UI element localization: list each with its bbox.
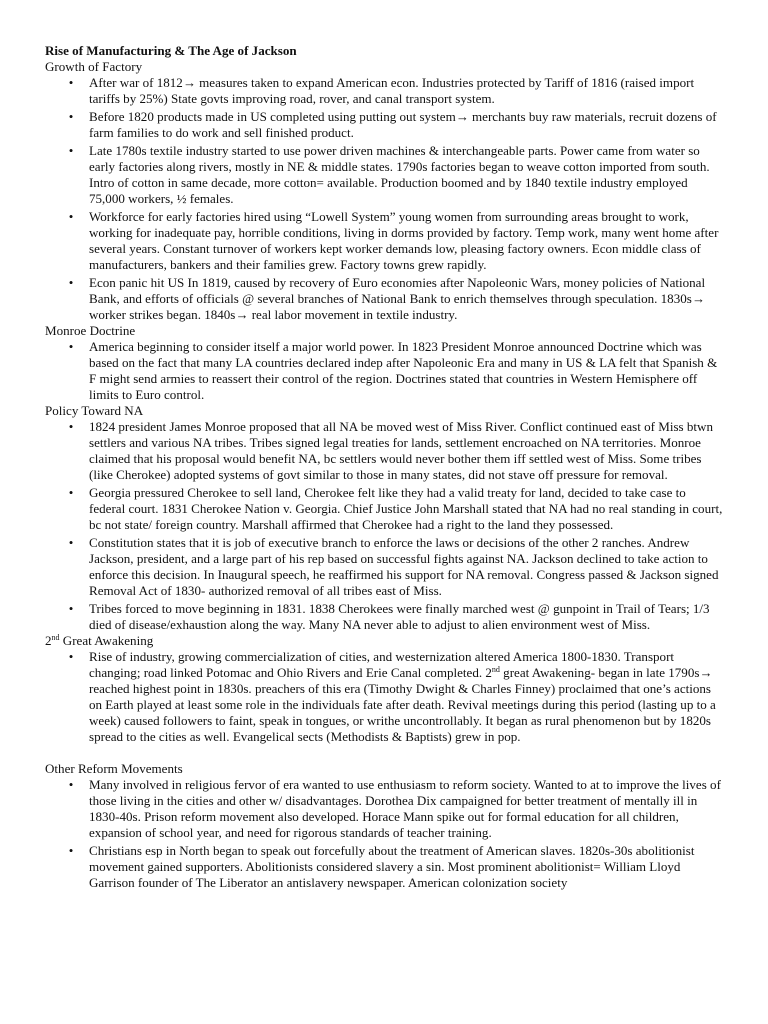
bullet-list — [45, 75, 725, 323]
list-item — [68, 419, 725, 483]
list-item — [68, 535, 725, 599]
bullet-list — [45, 339, 725, 403]
document-page — [45, 43, 725, 891]
list-item — [68, 649, 725, 745]
section-heading-superscript: nd — [51, 633, 60, 642]
list-item-text: Before 1820 products made in US completed using putting out system→ merchants buy raw materials, recruit dozens of farm families to do work and sell finished product. — [89, 109, 717, 140]
bullet-icon: • — [68, 109, 74, 124]
bullet-list — [45, 649, 725, 745]
list-item — [68, 275, 725, 323]
list-item — [68, 601, 725, 633]
section-heading-rest: Great Awakening — [59, 633, 154, 648]
bullet-list — [45, 419, 725, 633]
list-item-text: Georgia pressured Cherokee to sell land, Cherokee felt like they had a valid treaty for land, decided to take case to federal court. 1831 Cherokee Nation v. Georgia. Chief Justice John Marshall stated that NA had no real standing in court, bc not state/ foreign country. Marshall affirmed that Cherokee had a right to the land they possessed. — [89, 485, 723, 532]
list-item-text: Constitution states that it is job of executive branch to enforce the laws or decisions of the other 2 ranches. Andrew Jackson, president, and a large part of his rep based on successful fights against NA. Jackson declined to take action to enforce this decision. In Inaugural speech, he reaffirmed his support for NA removal. Congress passed & Jackson signed Removal Act of 1830- authorized removal of all tribes east of Miss. — [89, 535, 719, 598]
list-item-text: Many involved in religious fervor of era wanted to use enthusiasm to reform society. Wanted to at to improve the lives of those living in the cities and other w/ disadvantages. Dorothea Dix campaigned for better treatment of mentally ill in 1830-40s. Prison reform movement also developed. Horace Mann spike out for formal education for all children, expansion of school year, and need for rigorous standards of teacher training. — [89, 777, 721, 840]
list-item-text: Late 1780s textile industry started to use power driven machines & interchangeable parts. Power came from water so early factories along rivers, mostly in NE & middle states. 1790s factories began to weave cotton imported from south. Intro of cotton in same decade, more cotton= available. Production boomed and by 1840 textile industry employed 75,000 workers, ½ females. — [89, 143, 710, 206]
list-item-text: Workforce for early factories hired using “Lowell System” young women from surrounding areas brought to work, working for inadequate pay, horrible conditions, living in dorms provided by factory. Temp work, many went home after several years. Constant turnover of workers kept worker demands low, pleasing factory owners. Econ middle class of manufacturers, bankers and their families grew. Factory towns grew rapidly. — [89, 209, 719, 272]
list-item — [68, 777, 725, 841]
list-item — [68, 143, 725, 207]
section — [45, 403, 725, 633]
list-item-text: Rise of industry, growing commercialization of cities, and westernization altered America 1800-1830. Transport changing; road linked Potomac and Ohio Rivers and Erie Canal completed. 2nd great Awakening- began in late 1790s→ reached highest point in 1830s. preachers of this era (Timothy Dwight & Charles Finney) proclaimed that one’s actions on Earth played at least some role in the individuals fate after death. Revival meetings during this period (lasting up to a week) caused followers to faint, speak in tongues, or writhe uncontrollably. It began as rural phenomenon but by 1820s spread to the cities as well. Evangelical sects (Methodists & Baptists) grew in pop. — [89, 649, 716, 744]
list-item — [68, 109, 725, 141]
bullet-icon: • — [68, 209, 74, 224]
section-heading-text: Growth of Factory — [45, 59, 143, 74]
list-item — [68, 843, 725, 891]
section-heading — [45, 323, 725, 339]
bullet-icon: • — [68, 649, 74, 664]
list-item — [68, 209, 725, 273]
bullet-icon: • — [68, 777, 74, 792]
section-heading-text: 2 — [45, 633, 52, 648]
list-item-text: Christians esp in North began to speak out forcefully about the treatment of American slaves. 1820s-30s abolitionist movement gained supporters. Abolitionists considered slavery a sin. Most prominent abolitionist= William Lloyd Garrison founder of The Liberator an antislavery newspaper. American colonization society — [89, 843, 695, 890]
section — [45, 323, 725, 403]
bullet-icon: • — [68, 485, 74, 500]
section — [45, 59, 725, 323]
bullet-icon: • — [68, 339, 74, 354]
bullet-icon: • — [68, 419, 74, 434]
section-heading — [45, 761, 725, 777]
bullet-icon: • — [68, 143, 74, 158]
list-item-text: America beginning to consider itself a major world power. In 1823 President Monroe announced Doctrine which was based on the fact that many LA countries declared indep after Napoleonic Era and many in US & LA felt that Spanish & F might send armies to reassert their control of the region. Doctrines stated that countries in Western Hemisphere off limits to Euro control. — [89, 339, 718, 402]
list-item-text: Econ panic hit US In 1819, caused by recovery of Euro economies after Napoleonic Wars, money policies of National Bank, and efforts of officials @ several branches of National Bank to enrich themselves through speculation. 1830s→ worker strikes began. 1840s→ real labor movement in textile industry. — [89, 275, 706, 322]
section-heading — [45, 633, 725, 649]
document-title: Rise of Manufacturing & The Age of Jackson — [45, 43, 297, 58]
bullet-icon: • — [68, 275, 74, 290]
bullet-list — [45, 777, 725, 891]
section-heading — [45, 59, 725, 75]
section-heading-text: Policy Toward NA — [45, 403, 144, 418]
bullet-icon: • — [68, 535, 74, 550]
document-sections — [45, 59, 725, 891]
list-item — [68, 75, 725, 107]
bullet-icon: • — [68, 601, 74, 616]
list-item-text: 1824 president James Monroe proposed that all NA be moved west of Miss River. Conflict continued east of Miss btwn settlers and various NA tribes. Tribes signed legal treaties for lands, settlement encroached on NA territories. Monroe claimed that his proposal would benefit NA, bc settlers would never bother them iff settled west of Miss. Some tribes (like Cherokee) adopted systems of govt similar to those in many states, did not stave off pressure for removal. — [89, 419, 713, 482]
section-heading-text: Monroe Doctrine — [45, 323, 136, 338]
list-item-text: After war of 1812→ measures taken to expand American econ. Industries protected by Tariff of 1816 (raised import tariffs by 25%) State govts improving road, rover, and canal transport system. — [89, 75, 695, 106]
list-item-text: Tribes forced to move beginning in 1831. 1838 Cherokees were finally marched west @ gunpoint in Trail of Tears; 1/3 died of disease/exhaustion along the way. Many NA never able to adjust to alien environment west of Miss. — [89, 601, 710, 632]
section-heading — [45, 403, 725, 419]
section — [45, 761, 725, 891]
bullet-icon: • — [68, 75, 74, 90]
section — [45, 633, 725, 745]
section-heading-text: Other Reform Movements — [45, 761, 183, 776]
list-item — [68, 485, 725, 533]
list-item — [68, 339, 725, 403]
bullet-icon: • — [68, 843, 74, 858]
